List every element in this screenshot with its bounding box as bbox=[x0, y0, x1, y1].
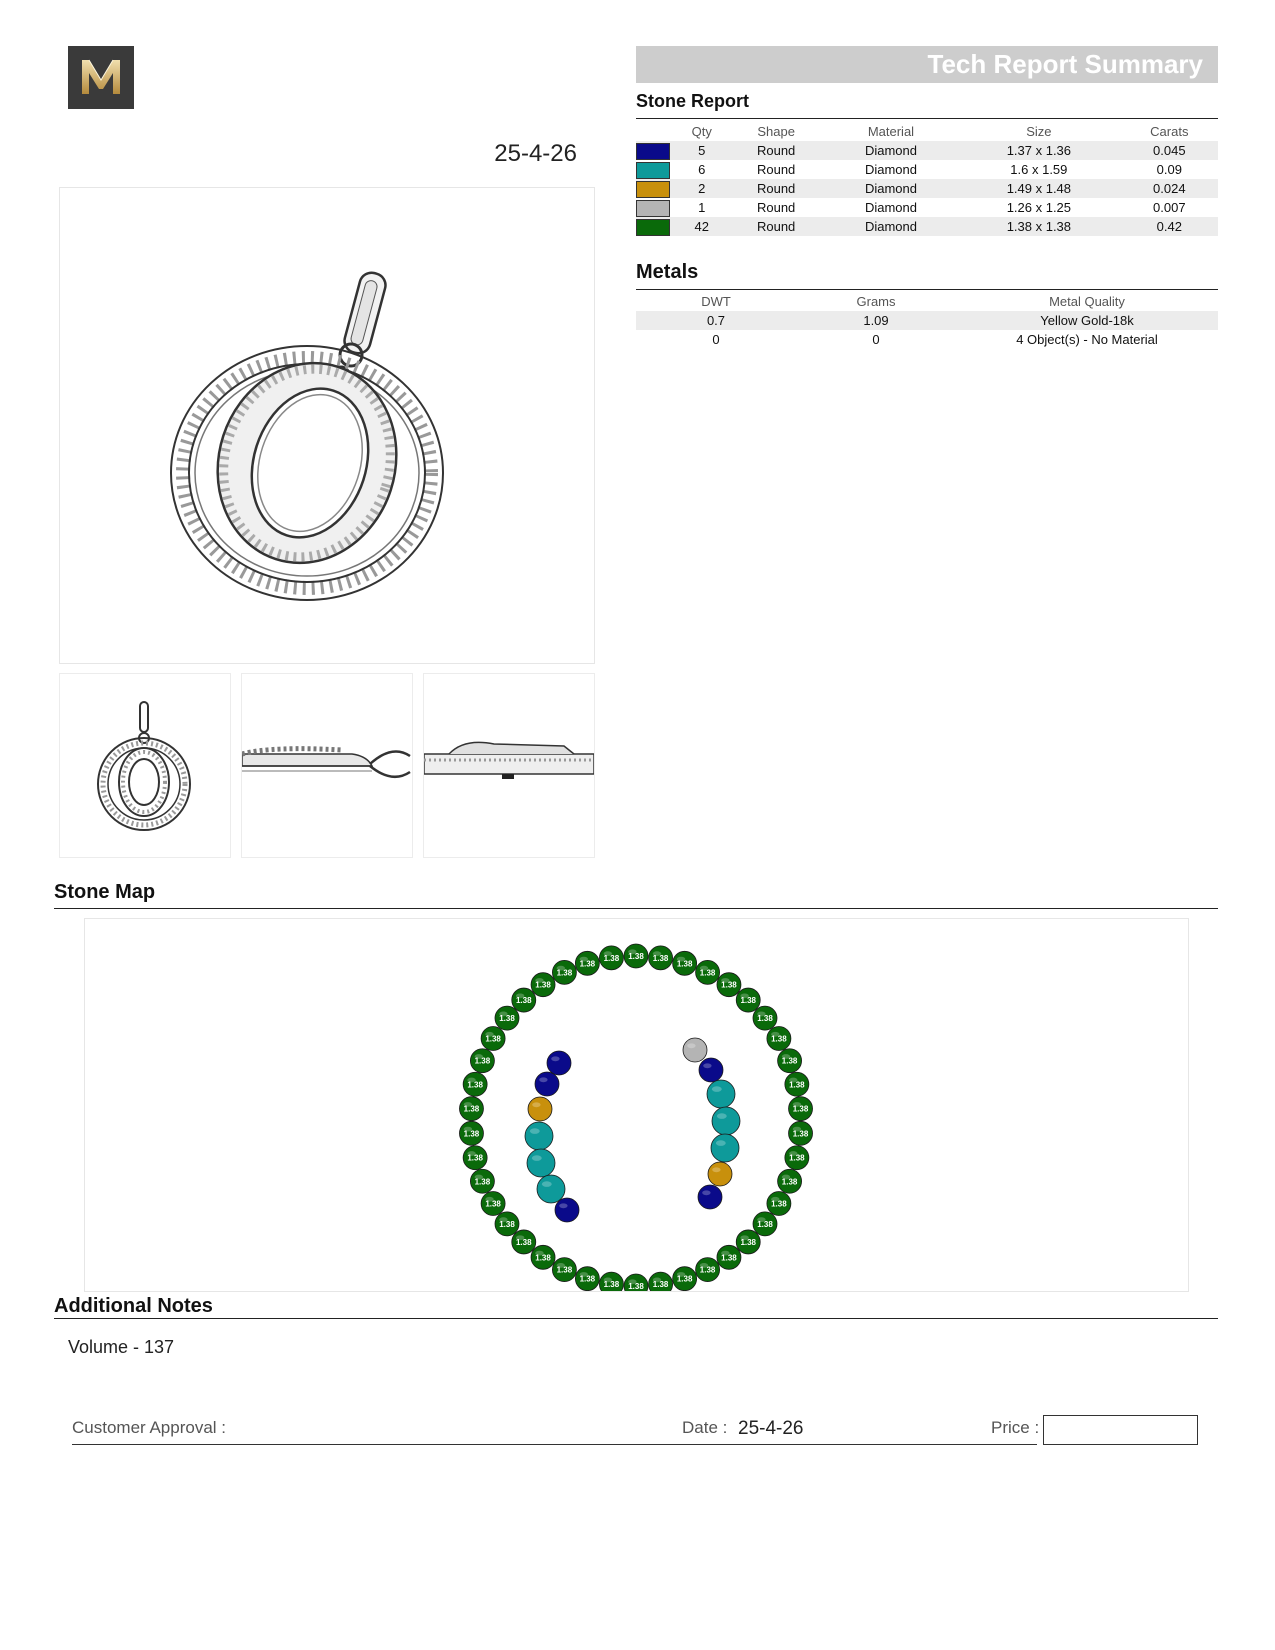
stone-size-label: 1.38 bbox=[789, 1080, 805, 1090]
outer-ring-stone bbox=[512, 988, 536, 1012]
color-swatch-cell bbox=[636, 179, 676, 198]
metals-divider bbox=[636, 289, 1218, 290]
outer-ring-stone bbox=[624, 944, 648, 968]
shape-cell: Round bbox=[727, 141, 824, 160]
stone-map-panel bbox=[84, 918, 1189, 1292]
color-swatch bbox=[636, 219, 670, 236]
price-field[interactable] bbox=[1043, 1415, 1198, 1445]
stone-size-label: 1.38 bbox=[781, 1177, 798, 1187]
shape-cell: Round bbox=[756, 162, 796, 177]
shape-cell: Round bbox=[727, 217, 824, 236]
material-cell: Diamond bbox=[825, 179, 957, 198]
customer-approval-label: Customer Approval : bbox=[72, 1418, 227, 1437]
stone-size-label: 1.38 bbox=[757, 1219, 773, 1229]
table-header-row bbox=[636, 122, 1218, 141]
material-cell: Diamond bbox=[825, 217, 957, 236]
column-header-shape: Shape bbox=[757, 124, 795, 139]
inner-right-stone bbox=[683, 1038, 707, 1062]
stone-size-label: 1.38 bbox=[792, 1129, 809, 1139]
stone-size-label: 1.38 bbox=[499, 1219, 515, 1229]
outer-ring-stone bbox=[696, 1258, 720, 1282]
thumbnail-side-view bbox=[241, 673, 413, 858]
table-header-row bbox=[636, 292, 1218, 311]
column-header-size: Size bbox=[1026, 124, 1052, 139]
color-swatch bbox=[636, 200, 670, 217]
stone-size-label: 1.38 bbox=[699, 1265, 716, 1275]
stone-report-divider bbox=[636, 118, 1218, 119]
outer-ring-stone bbox=[785, 1146, 809, 1170]
outer-ring-stone bbox=[696, 960, 720, 984]
qty-cell: 42 bbox=[676, 217, 727, 236]
table-row bbox=[636, 179, 1218, 198]
outer-ring-stone bbox=[778, 1049, 802, 1073]
stone-size-label: 1.38 bbox=[740, 1237, 757, 1247]
material-cell: Diamond bbox=[864, 200, 917, 215]
outer-ring-stone bbox=[552, 1258, 576, 1282]
color-swatch bbox=[636, 143, 670, 160]
stone-report-table bbox=[636, 122, 1218, 236]
date-label: Date : bbox=[682, 1418, 728, 1437]
stone-size-label: 1.38 bbox=[485, 1034, 501, 1044]
stone-size-label: 1.38 bbox=[771, 1199, 787, 1209]
outer-ring-stone bbox=[717, 1245, 741, 1269]
outer-ring-stone bbox=[624, 1274, 648, 1291]
metals-heading: Metals bbox=[636, 261, 699, 283]
stone-size-label: 1.38 bbox=[652, 953, 669, 963]
outer-ring-stone bbox=[599, 946, 623, 970]
volume-note: Volume - 137 bbox=[68, 1337, 175, 1357]
qty-cell: 5 bbox=[676, 141, 727, 160]
swatch-column-header bbox=[636, 122, 676, 141]
stone-size-label: 1.38 bbox=[579, 1274, 596, 1284]
stone-size-label: 1.38 bbox=[463, 1104, 480, 1114]
outer-ring-stone bbox=[673, 951, 697, 975]
outer-ring-stone bbox=[495, 1006, 519, 1030]
color-swatch-cell bbox=[636, 141, 676, 160]
outer-ring-stone bbox=[753, 1006, 777, 1030]
outer-ring-stone bbox=[470, 1049, 494, 1073]
stone-size-label: 1.38 bbox=[721, 1253, 737, 1263]
title-banner bbox=[636, 46, 1218, 83]
stone-size-label: 1.38 bbox=[603, 1280, 620, 1290]
outer-ring-stone bbox=[717, 973, 741, 997]
stone-size-label: 1.38 bbox=[515, 996, 532, 1006]
stone-size-label: 1.38 bbox=[792, 1104, 809, 1114]
outer-ring-stone bbox=[512, 1230, 536, 1254]
outer-ring-stone bbox=[753, 1212, 777, 1236]
stone-size-label: 1.38 bbox=[535, 1253, 551, 1263]
color-swatch bbox=[636, 181, 670, 198]
table-row bbox=[636, 198, 1218, 217]
color-swatch-cell bbox=[636, 217, 676, 236]
stone-size-label: 1.38 bbox=[474, 1056, 491, 1066]
side-view-illustration bbox=[242, 674, 412, 857]
qty-cell: 6 bbox=[698, 162, 706, 177]
stone-size-label: 1.38 bbox=[781, 1056, 798, 1066]
inner-right-stone bbox=[699, 1058, 723, 1082]
stone-size-label: 1.38 bbox=[652, 1280, 669, 1290]
additional-notes-heading: Additional Notes bbox=[54, 1295, 213, 1317]
stone-size-label: 1.38 bbox=[474, 1177, 491, 1187]
grams-cell: 1.09 bbox=[796, 311, 956, 330]
inner-right-stone bbox=[708, 1162, 732, 1186]
outer-ring-stone bbox=[463, 1072, 487, 1096]
grams-cell: 0 bbox=[872, 332, 880, 347]
date-value: 25-4-26 bbox=[738, 1418, 804, 1439]
metal-quality-cell: 4 Object(s) - No Material bbox=[1016, 332, 1158, 347]
stone-size-label: 1.38 bbox=[485, 1199, 501, 1209]
stone-size-label: 1.38 bbox=[463, 1129, 480, 1139]
report-title: Tech Report Summary bbox=[927, 49, 1203, 79]
stone-size-label: 1.38 bbox=[556, 1265, 573, 1275]
outer-ring-stone bbox=[789, 1121, 813, 1145]
color-swatch-cell bbox=[636, 198, 676, 217]
front-view-illustration bbox=[60, 674, 230, 857]
stone-size-label: 1.38 bbox=[515, 1237, 532, 1247]
inner-left-stone bbox=[525, 1122, 553, 1150]
outer-ring-stone bbox=[481, 1192, 505, 1216]
outer-ring-stone bbox=[463, 1146, 487, 1170]
stone-size-label: 1.38 bbox=[499, 1014, 515, 1024]
table-row bbox=[636, 141, 1218, 160]
outer-ring-stone bbox=[673, 1267, 697, 1291]
outer-ring-stone bbox=[531, 973, 555, 997]
column-header-carats: Carats bbox=[1150, 124, 1189, 139]
table-row bbox=[636, 160, 1218, 179]
pendant-illustration bbox=[60, 188, 594, 663]
outer-ring-stone bbox=[575, 1267, 599, 1291]
approval-signature-line bbox=[72, 1444, 1037, 1445]
outer-ring-stone bbox=[778, 1169, 802, 1193]
material-cell: Diamond bbox=[825, 141, 957, 160]
stone-report-heading: Stone Report bbox=[636, 91, 750, 111]
outer-ring-stone bbox=[789, 1097, 813, 1121]
outer-ring-stone bbox=[785, 1072, 809, 1096]
stone-size-label: 1.38 bbox=[676, 1274, 693, 1284]
inner-left-stone bbox=[547, 1051, 571, 1075]
shape-cell: Round bbox=[727, 179, 824, 198]
inner-left-stone bbox=[535, 1072, 559, 1096]
top-view-illustration bbox=[424, 674, 594, 857]
column-header-grams: Grams bbox=[856, 294, 896, 309]
stone-size-label: 1.38 bbox=[603, 953, 620, 963]
carats-cell: 0.007 bbox=[1153, 200, 1186, 215]
outer-ring-stone bbox=[767, 1027, 791, 1051]
stone-size-label: 1.38 bbox=[676, 959, 693, 969]
stone-size-label: 1.38 bbox=[579, 959, 596, 969]
additional-notes-divider bbox=[54, 1318, 1218, 1319]
column-header-material: Material bbox=[867, 124, 915, 139]
column-header-dwt: DWT bbox=[701, 294, 731, 309]
thumbnail-front-view bbox=[59, 673, 231, 858]
report-number: 25-4-26 bbox=[494, 140, 577, 167]
pendant-render-main bbox=[59, 187, 595, 664]
color-swatch bbox=[636, 162, 670, 179]
size-cell: 1.6 x 1.59 bbox=[1010, 162, 1068, 177]
stone-map-heading: Stone Map bbox=[54, 881, 156, 903]
stone-map-divider bbox=[54, 908, 1218, 909]
metal-quality-cell: Yellow Gold-18k bbox=[956, 311, 1218, 330]
outer-ring-stone bbox=[481, 1027, 505, 1051]
outer-ring-stone bbox=[767, 1192, 791, 1216]
inner-right-stone bbox=[712, 1107, 740, 1135]
material-cell: Diamond bbox=[864, 162, 917, 177]
carats-cell: 0.024 bbox=[1121, 179, 1218, 198]
table-row bbox=[636, 217, 1218, 236]
color-swatch-cell bbox=[636, 160, 676, 179]
qty-cell: 2 bbox=[676, 179, 727, 198]
carats-cell: 0.42 bbox=[1121, 217, 1218, 236]
stone-size-label: 1.38 bbox=[740, 996, 757, 1006]
column-header-qty: Qty bbox=[691, 124, 712, 139]
outer-ring-stone bbox=[459, 1097, 483, 1121]
outer-ring-stone bbox=[470, 1169, 494, 1193]
table-row bbox=[636, 311, 1218, 330]
outer-ring-stone bbox=[575, 951, 599, 975]
stone-size-label: 1.38 bbox=[556, 968, 573, 978]
outer-ring-stone bbox=[649, 1272, 673, 1291]
company-logo bbox=[68, 46, 134, 109]
inner-left-stone bbox=[527, 1149, 555, 1177]
thumbnail-top-view bbox=[423, 673, 595, 858]
carats-cell: 0.09 bbox=[1156, 162, 1182, 177]
size-cell: 1.26 x 1.25 bbox=[1006, 200, 1072, 215]
logo-m-icon bbox=[68, 46, 134, 109]
size-cell: 1.37 x 1.36 bbox=[957, 141, 1121, 160]
outer-ring-stone bbox=[736, 1230, 760, 1254]
stone-size-label: 1.38 bbox=[699, 968, 716, 978]
inner-right-stone bbox=[711, 1134, 739, 1162]
inner-left-stone bbox=[528, 1097, 552, 1121]
dwt-cell: 0.7 bbox=[636, 311, 796, 330]
price-label: Price : bbox=[991, 1418, 1040, 1437]
size-cell: 1.49 x 1.48 bbox=[957, 179, 1121, 198]
qty-cell: 1 bbox=[698, 200, 706, 215]
stone-map-diagram bbox=[85, 919, 1188, 1291]
outer-ring-stone bbox=[495, 1212, 519, 1236]
outer-ring-stone bbox=[649, 946, 673, 970]
stone-size-label: 1.38 bbox=[467, 1080, 483, 1090]
inner-right-stone bbox=[707, 1080, 735, 1108]
stone-size-label: 1.38 bbox=[628, 952, 644, 961]
inner-right-stone bbox=[698, 1185, 722, 1209]
stone-size-label: 1.38 bbox=[535, 980, 551, 990]
shape-cell: Round bbox=[756, 200, 796, 215]
inner-left-stone bbox=[537, 1175, 565, 1203]
stone-size-label: 1.38 bbox=[721, 980, 737, 990]
metals-table bbox=[636, 292, 1218, 349]
size-cell: 1.38 x 1.38 bbox=[957, 217, 1121, 236]
outer-ring-stone bbox=[531, 1245, 555, 1269]
outer-ring-stone bbox=[599, 1272, 623, 1291]
table-row bbox=[636, 330, 1218, 349]
stone-size-label: 1.38 bbox=[757, 1014, 773, 1024]
outer-ring-stone bbox=[736, 988, 760, 1012]
carats-cell: 0.045 bbox=[1121, 141, 1218, 160]
stone-size-label: 1.38 bbox=[789, 1153, 805, 1163]
inner-left-stone bbox=[555, 1198, 579, 1222]
column-header-metal-quality: Metal Quality bbox=[1049, 294, 1125, 309]
dwt-cell: 0 bbox=[712, 332, 720, 347]
stone-size-label: 1.38 bbox=[628, 1282, 644, 1291]
stone-size-label: 1.38 bbox=[771, 1034, 787, 1044]
outer-ring-stone bbox=[459, 1121, 483, 1145]
outer-ring-stone bbox=[552, 960, 576, 984]
stone-size-label: 1.38 bbox=[467, 1153, 483, 1163]
